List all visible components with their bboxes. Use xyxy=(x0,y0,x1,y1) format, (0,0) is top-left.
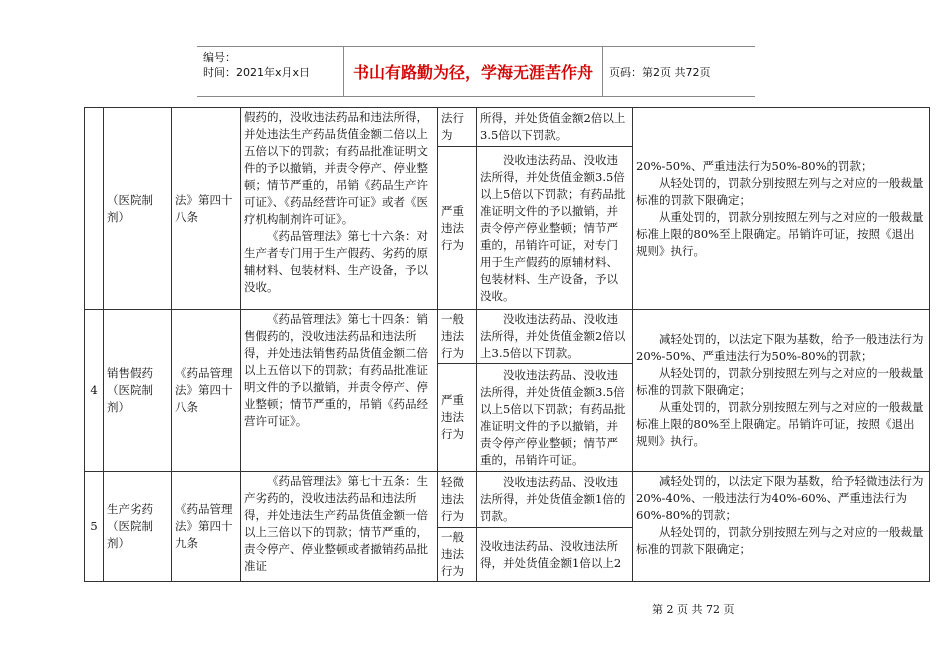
page-header xyxy=(197,40,755,100)
header-page-number: 页码：第2页 共72页 xyxy=(609,66,711,79)
discretion-standard xyxy=(633,310,930,472)
penalty-basis-text-2: 《药品管理法》第七十六条：对生产者专门用于生产假药、劣药的原辅材料、包装材料、生产设备，予以没收。 xyxy=(244,229,428,294)
violation-level: 轻微违法行为 xyxy=(438,472,477,528)
violation-level: 一般违法行为 xyxy=(438,528,477,582)
violation-name: 销售假药（医院制剂） xyxy=(104,310,172,472)
row-number: 4 xyxy=(85,310,104,472)
discretion-text-b: 从轻处罚的，罚款分别按照左列与之对应的一般裁量标准的罚款下限确定； xyxy=(636,175,924,207)
discretion-text-a: 减轻处罚的，以法定下限为基数，给予一般违法行为20%-50%、严重违法行为50%-80%的罚款； xyxy=(636,332,924,363)
discretion-text-c: 从重处罚的，罚款分别按照左列与之对应的一般裁量标准上限的80%至上限确定。吊销许可证，按照《退出规则》执行。 xyxy=(636,209,924,258)
legal-provision: 法》第四十八条 xyxy=(172,108,241,310)
discretion-text-a: 20%-50%、严重违法行为50%-80%的罚款； xyxy=(636,158,873,173)
discretion-standard xyxy=(633,108,930,310)
violation-name: 生产劣药（医院制剂） xyxy=(104,472,172,582)
penalty-basis-text: 假药的，没收违法药品和违法所得，并处违法生产药品货值金额二倍以上五倍以下的罚款；有药品批准证明文件的予以撤销，并责令停产、停业整顿；情节严重的，吊销《药品生产许可证》、《药品经营许可证》或者《医疗机构制剂许可证》。 xyxy=(244,110,428,226)
penalty-detail: 没收违法药品、没收违法所得，并处货值金额1倍以上2 xyxy=(477,528,633,582)
row-number: 5 xyxy=(85,472,104,582)
violation-level: 严重违法行为 xyxy=(438,364,477,472)
discretion-standard xyxy=(633,472,930,582)
violation-level: 法行为 xyxy=(438,108,477,147)
header-meta xyxy=(203,50,310,80)
penalty-detail: 没收违法药品、没收违法所得，并处货值金额1倍的罚款。 xyxy=(477,472,633,528)
table-row xyxy=(85,472,930,528)
legal-provision: 《药品管理法》第四十八条 xyxy=(172,310,241,472)
penalty-basis xyxy=(241,108,438,310)
discretion-text-a: 减轻处罚的，以法定下限为基数，给予轻微违法行为20%-40%、一般违法行为40%-60%、严重违法行为60%-80%的罚款； xyxy=(636,474,924,522)
document-number-label: 编号： xyxy=(203,51,236,64)
header-motto: 书山有路勤为径，学海无涯苦作舟 xyxy=(343,46,603,96)
penalty-basis: 《药品管理法》第七十四条：销售假药的，没收违法药品和违法所得，并处违法销售药品货值金额二倍以上五倍以下的罚款；有药品批准证明文件的予以撤销，并责令停产、停业整顿；情节严重的，吊销《药品经营许可证》。 xyxy=(241,310,438,472)
document-date-label: 时间：2021年x月x日 xyxy=(203,66,311,79)
penalty-detail: 没收违法药品、没收违法所得，并处货值金额2倍以上3.5倍以下罚款。 xyxy=(477,310,633,364)
penalty-detail: 所得，并处货值金额2倍以上3.5倍以下罚款。 xyxy=(477,108,633,147)
penalty-basis: 《药品管理法》第七十五条：生产劣药的，没收违法药品和违法所得，并处违法生产药品货值金额一倍以上三倍以下的罚款；情节严重的，责令停产、停业整顿或者撤销药品批准证 xyxy=(241,472,438,582)
violation-level: 一般违法行为 xyxy=(438,310,477,364)
row-number xyxy=(85,108,104,310)
table-row xyxy=(85,310,930,364)
penalty-detail: 没收违法药品、没收违法所得，并处货值金额3.5倍以上5倍以下罚款；有药品批准证明文件的予以撤销，并责令停产停业整顿；情节严重的，吊销许可证，对专门用于生产假药的原辅材料、包装材料、生产设备，予以没收。 xyxy=(477,147,633,310)
penalty-detail: 没收违法药品、没收违法所得，并处货值金额3.5倍以上5倍以下罚款；有药品批准证明文件的予以撤销，并责令停产停业整顿；情节严重的，吊销许可证。 xyxy=(477,364,633,472)
table-row xyxy=(85,108,930,147)
discretion-text-b: 从轻处罚的，罚款分别按照左列与之对应的一般裁量标准的罚款下限确定； xyxy=(636,525,924,556)
penalty-table xyxy=(84,107,930,582)
discretion-text-c: 从重处罚的，罚款分别按照左列与之对应的一般裁量标准上限的80%至上限确定。吊销许可证，按照《退出规则》执行。 xyxy=(636,400,924,448)
discretion-text-b: 从轻处罚的，罚款分别按照左列与之对应的一般裁量标准的罚款下限确定； xyxy=(636,366,924,397)
header-bottom-rule xyxy=(197,96,755,97)
violation-name: （医院制剂） xyxy=(104,108,172,310)
violation-level: 严重违法行为 xyxy=(438,147,477,310)
page-footer: 第 2 页 共 72 页 xyxy=(652,603,735,616)
legal-provision: 《药品管理法》第四十九条 xyxy=(172,472,241,582)
